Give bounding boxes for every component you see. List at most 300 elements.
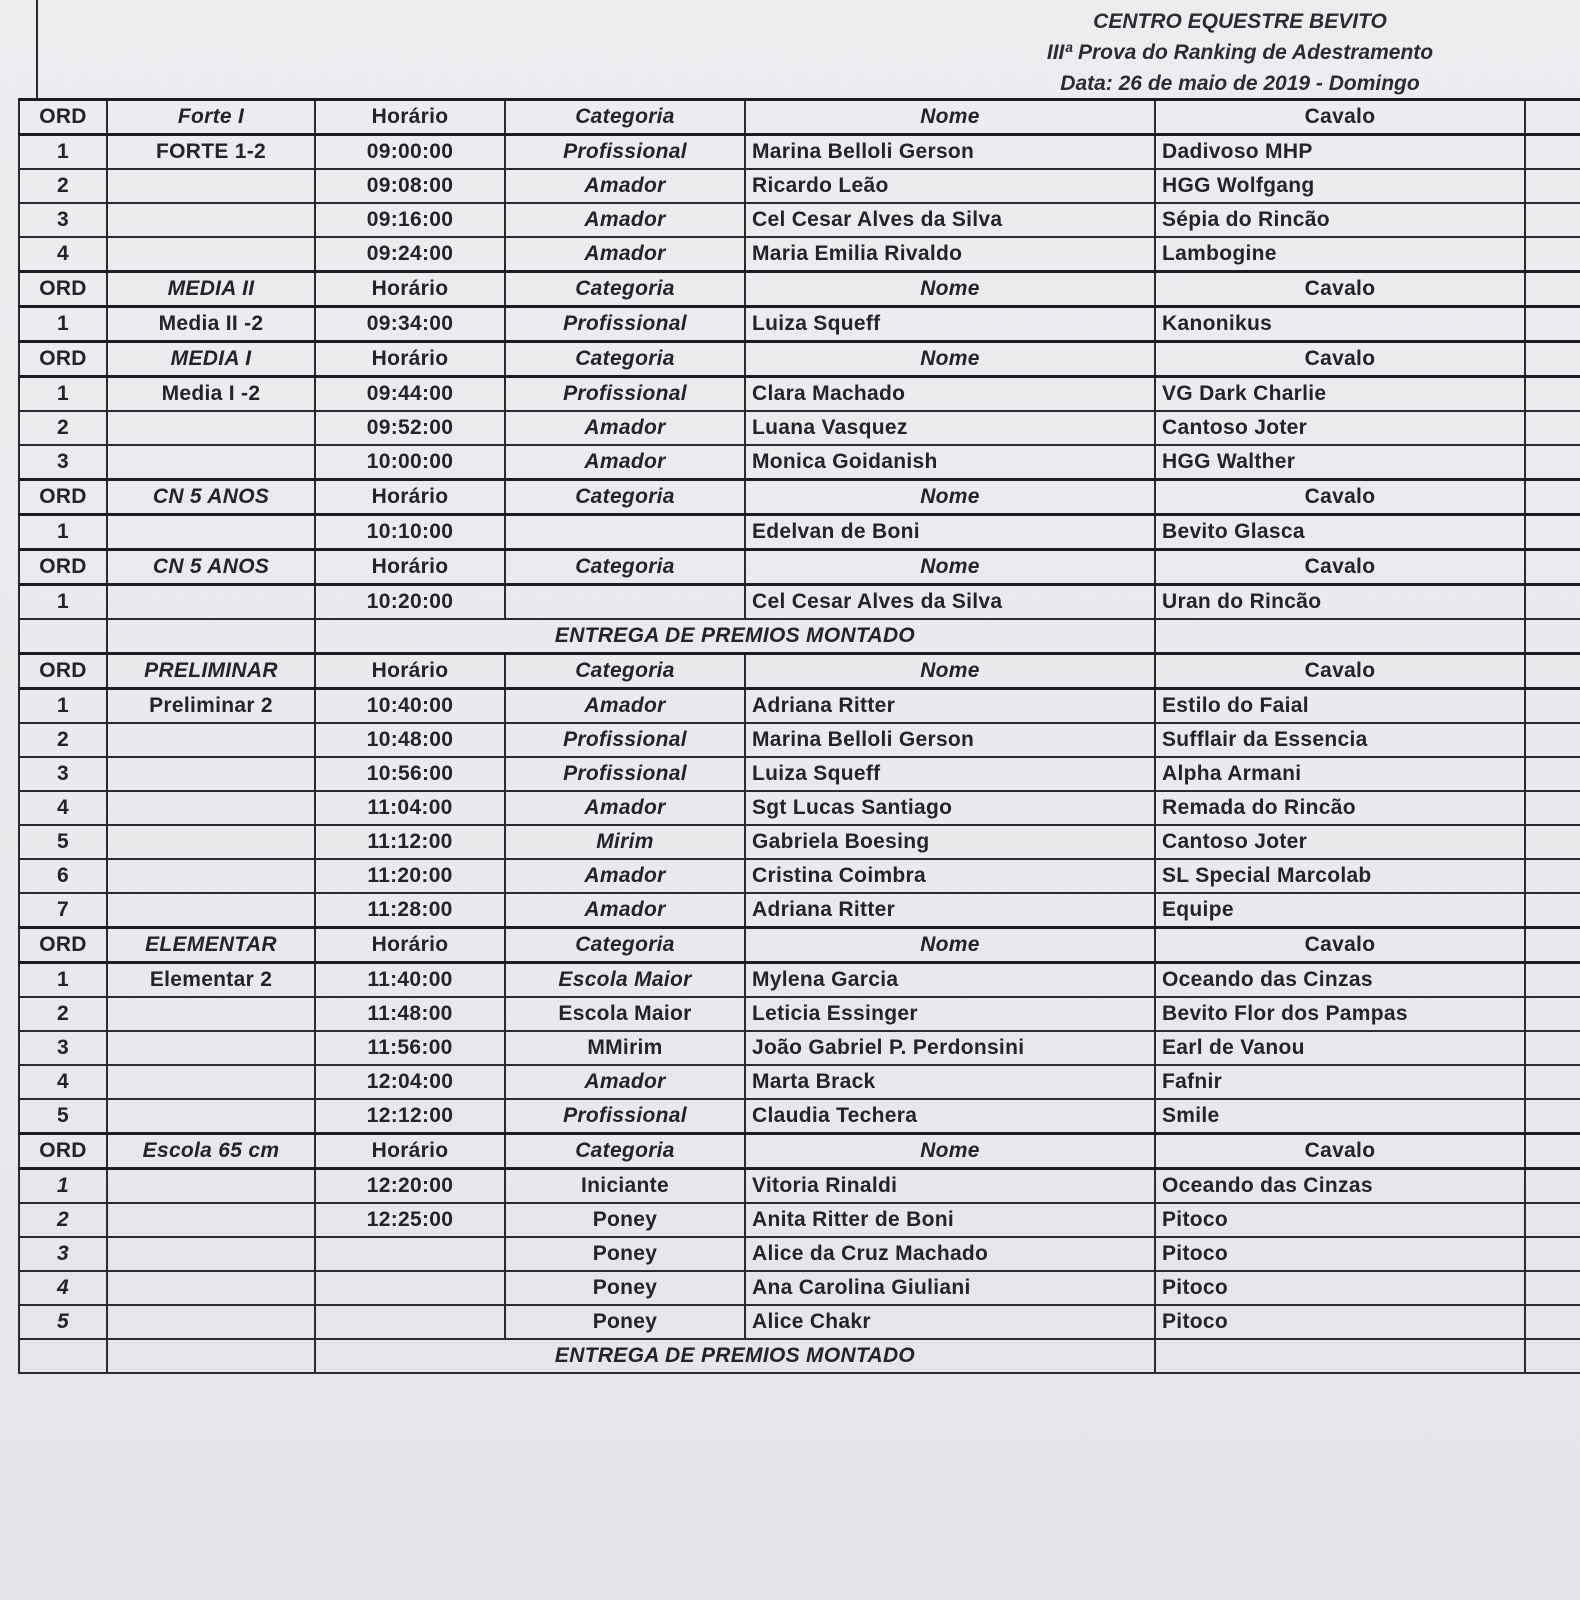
section-title: PRELIMINAR (107, 654, 315, 689)
cavalo-cell (1155, 1339, 1525, 1373)
cavalo-cell: Cantoso Joter (1155, 411, 1525, 445)
schedule-body (19, 100, 1580, 1374)
categoria-cell: Escola Maior (505, 963, 745, 998)
time-cell: 10:40:00 (315, 689, 505, 724)
time-cell: 09:24:00 (315, 237, 505, 272)
class-cell (107, 1203, 315, 1237)
table-row (19, 825, 1580, 859)
ord-cell: 1 (19, 689, 107, 724)
ord-cell (19, 1339, 107, 1373)
class-cell: Preliminar 2 (107, 689, 315, 724)
time-cell: 09:34:00 (315, 307, 505, 342)
award-row (19, 619, 1580, 654)
categoria-cell: Amador (505, 411, 745, 445)
categoria-cell: Profissional (505, 723, 745, 757)
edge-cell (1525, 1339, 1580, 1373)
table-row (19, 445, 1580, 480)
cavalo-cell: Cantoso Joter (1155, 825, 1525, 859)
edge-cell (1525, 928, 1580, 963)
class-cell: Media I -2 (107, 377, 315, 412)
nome-cell: Luana Vasquez (745, 411, 1155, 445)
ord-cell: 5 (19, 1305, 107, 1339)
ord-header: ORD (19, 480, 107, 515)
table-row (19, 307, 1580, 342)
nome-header: Nome (745, 1134, 1155, 1169)
cavalo-header: Cavalo (1155, 1134, 1525, 1169)
class-cell (107, 1099, 315, 1134)
section-title: MEDIA I (107, 342, 315, 377)
cavalo-cell: Oceando das Cinzas (1155, 963, 1525, 998)
cavalo-cell: Bevito Glasca (1155, 515, 1525, 550)
ord-header: ORD (19, 928, 107, 963)
edge-cell (1525, 550, 1580, 585)
time-cell: 11:12:00 (315, 825, 505, 859)
edge-cell (1525, 1271, 1580, 1305)
table-row (19, 585, 1580, 620)
page-edge-line (36, 0, 38, 100)
section-title: CN 5 ANOS (107, 550, 315, 585)
categoria-cell: Amador (505, 169, 745, 203)
ord-cell (19, 619, 107, 654)
event-date: Data: 26 de maio de 2019 - Domingo (1060, 72, 1420, 95)
section-title: ELEMENTAR (107, 928, 315, 963)
nome-cell: Adriana Ritter (745, 893, 1155, 928)
cavalo-cell: Kanonikus (1155, 307, 1525, 342)
ord-cell: 2 (19, 723, 107, 757)
edge-cell (1525, 307, 1580, 342)
edge-cell (1525, 342, 1580, 377)
table-row (19, 997, 1580, 1031)
time-cell: 11:04:00 (315, 791, 505, 825)
cavalo-cell: Fafnir (1155, 1065, 1525, 1099)
section-header-row (19, 342, 1580, 377)
nome-cell: Monica Goidanish (745, 445, 1155, 480)
table-row (19, 203, 1580, 237)
event-subtitle: IIIª Prova do Ranking de Adestramento (1046, 41, 1434, 64)
categoria-cell: Profissional (505, 377, 745, 412)
section-title: Forte I (107, 100, 315, 135)
cavalo-cell: Bevito Flor dos Pampas (1155, 997, 1525, 1031)
cavalo-cell: HGG Wolfgang (1155, 169, 1525, 203)
time-cell: 10:48:00 (315, 723, 505, 757)
categoria-cell: Poney (505, 1305, 745, 1339)
time-cell: 12:20:00 (315, 1169, 505, 1204)
ord-cell: 5 (19, 825, 107, 859)
ord-cell: 1 (19, 1169, 107, 1204)
edge-cell (1525, 723, 1580, 757)
section-header-row (19, 100, 1580, 135)
nome-cell: Alice da Cruz Machado (745, 1237, 1155, 1271)
cavalo-cell: Pitoco (1155, 1305, 1525, 1339)
nome-header: Nome (745, 550, 1155, 585)
time-cell: 09:08:00 (315, 169, 505, 203)
categoria-cell: Iniciante (505, 1169, 745, 1204)
cavalo-cell: Earl de Vanou (1155, 1031, 1525, 1065)
edge-cell (1525, 100, 1580, 135)
nome-cell: Leticia Essinger (745, 997, 1155, 1031)
categoria-header: Categoria (505, 654, 745, 689)
ord-cell: 3 (19, 1237, 107, 1271)
class-cell (107, 1237, 315, 1271)
categoria-cell: Amador (505, 859, 745, 893)
time-cell: 12:25:00 (315, 1203, 505, 1237)
horario-header: Horário (315, 100, 505, 135)
cavalo-cell: SL Special Marcolab (1155, 859, 1525, 893)
section-header-row (19, 1134, 1580, 1169)
cavalo-cell: Estilo do Faial (1155, 689, 1525, 724)
edge-cell (1525, 203, 1580, 237)
categoria-header: Categoria (505, 550, 745, 585)
class-cell (107, 757, 315, 791)
cavalo-cell: Equipe (1155, 893, 1525, 928)
edge-cell (1525, 1169, 1580, 1204)
ord-cell: 3 (19, 203, 107, 237)
nome-cell: Ricardo Leão (745, 169, 1155, 203)
cavalo-cell: VG Dark Charlie (1155, 377, 1525, 412)
categoria-cell: Amador (505, 689, 745, 724)
time-cell (315, 1237, 505, 1271)
ord-cell: 6 (19, 859, 107, 893)
table-row (19, 859, 1580, 893)
section-header-row (19, 272, 1580, 307)
time-cell: 11:48:00 (315, 997, 505, 1031)
cavalo-cell: Pitoco (1155, 1271, 1525, 1305)
nome-cell: Luiza Squeff (745, 757, 1155, 791)
table-row (19, 1271, 1580, 1305)
table-row (19, 1099, 1580, 1134)
table-row (19, 1237, 1580, 1271)
horario-header: Horário (315, 1134, 505, 1169)
cavalo-cell: Lambogine (1155, 237, 1525, 272)
table-row (19, 237, 1580, 272)
ord-cell: 1 (19, 515, 107, 550)
ord-header: ORD (19, 654, 107, 689)
edge-cell (1525, 1203, 1580, 1237)
time-cell: 11:28:00 (315, 893, 505, 928)
nome-header: Nome (745, 100, 1155, 135)
edge-cell (1525, 377, 1580, 412)
nome-cell: Marina Belloli Gerson (745, 135, 1155, 170)
ord-cell: 4 (19, 237, 107, 272)
horario-header: Horário (315, 654, 505, 689)
categoria-cell: Amador (505, 203, 745, 237)
table-row (19, 791, 1580, 825)
edge-cell (1525, 963, 1580, 998)
edge-cell (1525, 585, 1580, 620)
edge-cell (1525, 859, 1580, 893)
nome-cell: Mylena Garcia (745, 963, 1155, 998)
section-header-row (19, 654, 1580, 689)
table-row (19, 757, 1580, 791)
edge-cell (1525, 1134, 1580, 1169)
categoria-header: Categoria (505, 100, 745, 135)
ord-cell: 4 (19, 1065, 107, 1099)
time-cell: 10:00:00 (315, 445, 505, 480)
nome-cell: Vitoria Rinaldi (745, 1169, 1155, 1204)
nome-header: Nome (745, 480, 1155, 515)
cavalo-cell: Pitoco (1155, 1203, 1525, 1237)
categoria-cell (505, 515, 745, 550)
cavalo-cell: Oceando das Cinzas (1155, 1169, 1525, 1204)
cavalo-cell: HGG Walther (1155, 445, 1525, 480)
ord-cell: 2 (19, 169, 107, 203)
edge-cell (1525, 1237, 1580, 1271)
class-cell: FORTE 1-2 (107, 135, 315, 170)
edge-cell (1525, 411, 1580, 445)
ord-header: ORD (19, 550, 107, 585)
cavalo-header: Cavalo (1155, 928, 1525, 963)
ord-cell: 2 (19, 997, 107, 1031)
categoria-cell: Poney (505, 1271, 745, 1305)
categoria-cell: Amador (505, 893, 745, 928)
cavalo-cell: Dadivoso MHP (1155, 135, 1525, 170)
categoria-cell: Poney (505, 1203, 745, 1237)
edge-cell (1525, 272, 1580, 307)
cavalo-cell: Uran do Rincão (1155, 585, 1525, 620)
cavalo-cell (1155, 619, 1525, 654)
categoria-header: Categoria (505, 1134, 745, 1169)
horario-header: Horário (315, 480, 505, 515)
cavalo-header: Cavalo (1155, 480, 1525, 515)
section-title: MEDIA II (107, 272, 315, 307)
horario-header: Horário (315, 928, 505, 963)
class-cell (107, 825, 315, 859)
categoria-cell: Amador (505, 1065, 745, 1099)
table-row (19, 1305, 1580, 1339)
time-cell: 09:16:00 (315, 203, 505, 237)
ord-cell: 7 (19, 893, 107, 928)
time-cell: 10:20:00 (315, 585, 505, 620)
ord-header: ORD (19, 100, 107, 135)
categoria-header: Categoria (505, 272, 745, 307)
schedule-table (18, 98, 1580, 1374)
nome-cell: Cel Cesar Alves da Silva (745, 585, 1155, 620)
award-label: ENTREGA DE PREMIOS MONTADO (315, 1339, 1155, 1373)
edge-cell (1525, 689, 1580, 724)
edge-cell (1525, 169, 1580, 203)
cavalo-header: Cavalo (1155, 550, 1525, 585)
class-cell (107, 411, 315, 445)
ord-cell: 5 (19, 1099, 107, 1134)
categoria-header: Categoria (505, 928, 745, 963)
class-cell (107, 1271, 315, 1305)
table-row (19, 1065, 1580, 1099)
nome-cell: Maria Emilia Rivaldo (745, 237, 1155, 272)
class-cell (107, 1305, 315, 1339)
class-cell (107, 859, 315, 893)
nome-cell: Adriana Ritter (745, 689, 1155, 724)
class-cell (107, 893, 315, 928)
section-header-row (19, 480, 1580, 515)
ord-cell: 1 (19, 307, 107, 342)
ord-header: ORD (19, 342, 107, 377)
class-cell (107, 1339, 315, 1373)
section-header-row (19, 928, 1580, 963)
nome-cell: Ana Carolina Giuliani (745, 1271, 1155, 1305)
table-row (19, 963, 1580, 998)
class-cell (107, 1031, 315, 1065)
edge-cell (1525, 757, 1580, 791)
time-cell: 11:20:00 (315, 859, 505, 893)
section-title: Escola 65 cm (107, 1134, 315, 1169)
class-cell (107, 203, 315, 237)
class-cell (107, 237, 315, 272)
ord-header: ORD (19, 272, 107, 307)
table-row (19, 689, 1580, 724)
class-cell (107, 723, 315, 757)
table-row (19, 893, 1580, 928)
class-cell (107, 1065, 315, 1099)
edge-cell (1525, 237, 1580, 272)
nome-cell: Edelvan de Boni (745, 515, 1155, 550)
table-row (19, 411, 1580, 445)
edge-cell (1525, 135, 1580, 170)
class-cell (107, 619, 315, 654)
horario-header: Horário (315, 550, 505, 585)
cavalo-header: Cavalo (1155, 100, 1525, 135)
categoria-cell: Escola Maior (505, 997, 745, 1031)
time-cell: 11:40:00 (315, 963, 505, 998)
class-cell: Elementar 2 (107, 963, 315, 998)
ord-cell: 1 (19, 135, 107, 170)
nome-cell: Gabriela Boesing (745, 825, 1155, 859)
ord-cell: 1 (19, 585, 107, 620)
section-header-row (19, 550, 1580, 585)
table-row (19, 169, 1580, 203)
class-cell (107, 1169, 315, 1204)
event-title: CENTRO EQUESTRE BEVITO (1093, 10, 1387, 33)
cavalo-header: Cavalo (1155, 342, 1525, 377)
edge-cell (1525, 1031, 1580, 1065)
edge-cell (1525, 893, 1580, 928)
categoria-cell: Profissional (505, 757, 745, 791)
nome-cell: Luiza Squeff (745, 307, 1155, 342)
ord-cell: 3 (19, 1031, 107, 1065)
time-cell: 09:44:00 (315, 377, 505, 412)
nome-cell: Alice Chakr (745, 1305, 1155, 1339)
award-label: ENTREGA DE PREMIOS MONTADO (315, 619, 1155, 654)
edge-cell (1525, 619, 1580, 654)
time-cell (315, 1305, 505, 1339)
time-cell: 10:56:00 (315, 757, 505, 791)
ord-header: ORD (19, 1134, 107, 1169)
nome-header: Nome (745, 272, 1155, 307)
nome-cell: Claudia Techera (745, 1099, 1155, 1134)
ord-cell: 4 (19, 1271, 107, 1305)
categoria-cell: MMirim (505, 1031, 745, 1065)
time-cell: 09:00:00 (315, 135, 505, 170)
class-cell (107, 585, 315, 620)
ord-cell: 1 (19, 963, 107, 998)
categoria-cell: Amador (505, 791, 745, 825)
table-row (19, 377, 1580, 412)
cavalo-header: Cavalo (1155, 654, 1525, 689)
time-cell: 11:56:00 (315, 1031, 505, 1065)
class-cell (107, 997, 315, 1031)
edge-cell (1525, 480, 1580, 515)
cavalo-cell: Smile (1155, 1099, 1525, 1134)
nome-cell: Cristina Coimbra (745, 859, 1155, 893)
cavalo-cell: Sépia do Rincão (1155, 203, 1525, 237)
class-cell: Media II -2 (107, 307, 315, 342)
cavalo-cell: Remada do Rincão (1155, 791, 1525, 825)
nome-cell: Clara Machado (745, 377, 1155, 412)
categoria-header: Categoria (505, 342, 745, 377)
time-cell (315, 1271, 505, 1305)
cavalo-header: Cavalo (1155, 272, 1525, 307)
edge-cell (1525, 825, 1580, 859)
cavalo-cell: Alpha Armani (1155, 757, 1525, 791)
class-cell (107, 445, 315, 480)
class-cell (107, 515, 315, 550)
time-cell: 12:12:00 (315, 1099, 505, 1134)
table-row (19, 1031, 1580, 1065)
horario-header: Horário (315, 272, 505, 307)
time-cell: 12:04:00 (315, 1065, 505, 1099)
ord-cell: 3 (19, 757, 107, 791)
time-cell: 10:10:00 (315, 515, 505, 550)
categoria-cell (505, 585, 745, 620)
edge-cell (1525, 445, 1580, 480)
edge-cell (1525, 1065, 1580, 1099)
categoria-cell: Amador (505, 445, 745, 480)
categoria-cell: Amador (505, 237, 745, 272)
time-cell: 09:52:00 (315, 411, 505, 445)
class-cell (107, 791, 315, 825)
nome-cell: Anita Ritter de Boni (745, 1203, 1155, 1237)
ord-cell: 2 (19, 411, 107, 445)
table-row (19, 1169, 1580, 1204)
edge-cell (1525, 997, 1580, 1031)
cavalo-cell: Pitoco (1155, 1237, 1525, 1271)
section-title: CN 5 ANOS (107, 480, 315, 515)
edge-cell (1525, 1099, 1580, 1134)
categoria-cell: Poney (505, 1237, 745, 1271)
edge-cell (1525, 654, 1580, 689)
ord-cell: 2 (19, 1203, 107, 1237)
ord-cell: 3 (19, 445, 107, 480)
schedule-sheet (18, 98, 1580, 1374)
categoria-cell: Mirim (505, 825, 745, 859)
horario-header: Horário (315, 342, 505, 377)
nome-header: Nome (745, 928, 1155, 963)
cavalo-cell: Sufflair da Essencia (1155, 723, 1525, 757)
nome-cell: João Gabriel P. Perdonsini (745, 1031, 1155, 1065)
table-row (19, 723, 1580, 757)
nome-cell: Cel Cesar Alves da Silva (745, 203, 1155, 237)
ord-cell: 1 (19, 377, 107, 412)
nome-header: Nome (745, 342, 1155, 377)
table-row (19, 515, 1580, 550)
award-row (19, 1339, 1580, 1373)
table-row (19, 135, 1580, 170)
edge-cell (1525, 1305, 1580, 1339)
categoria-cell: Profissional (505, 1099, 745, 1134)
edge-cell (1525, 791, 1580, 825)
categoria-header: Categoria (505, 480, 745, 515)
nome-header: Nome (745, 654, 1155, 689)
nome-cell: Marina Belloli Gerson (745, 723, 1155, 757)
document-header (960, 6, 1520, 99)
nome-cell: Marta Brack (745, 1065, 1155, 1099)
edge-cell (1525, 515, 1580, 550)
ord-cell: 4 (19, 791, 107, 825)
table-row (19, 1203, 1580, 1237)
categoria-cell: Profissional (505, 135, 745, 170)
nome-cell: Sgt Lucas Santiago (745, 791, 1155, 825)
class-cell (107, 169, 315, 203)
categoria-cell: Profissional (505, 307, 745, 342)
